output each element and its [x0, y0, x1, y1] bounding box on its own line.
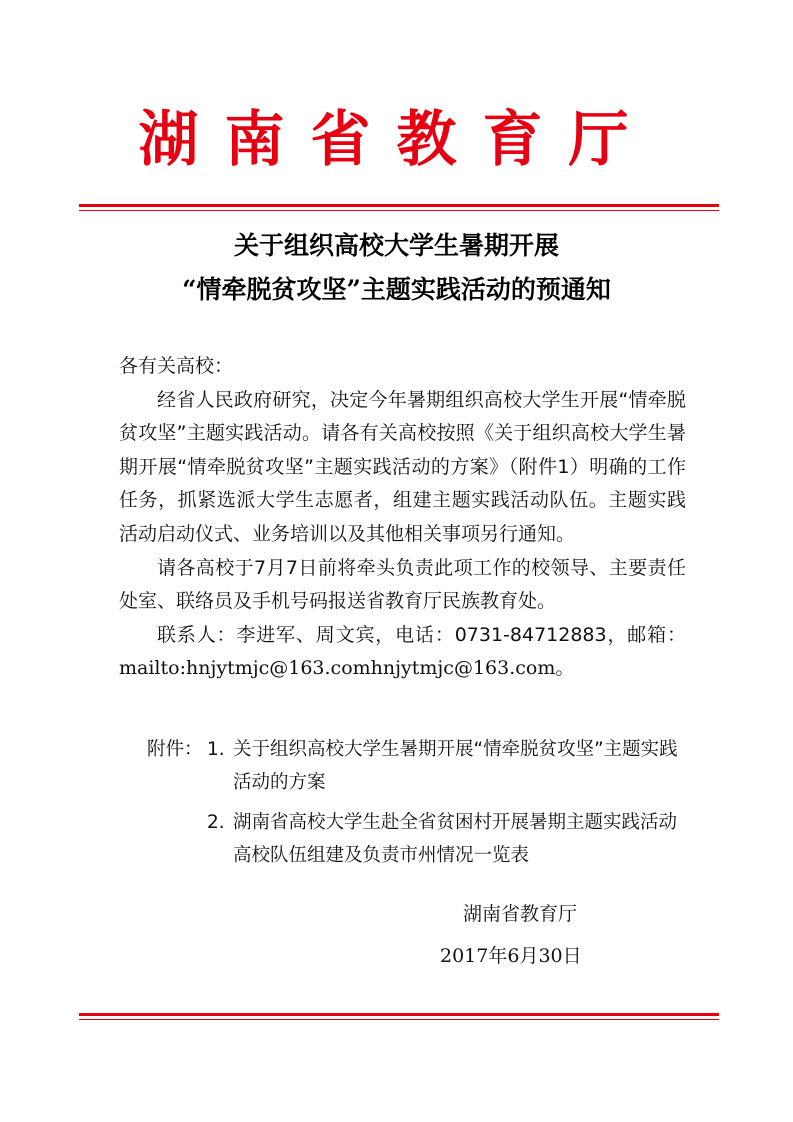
attachment-number: 2. — [207, 812, 225, 833]
signature-date: 2017年6月30日 — [440, 945, 582, 967]
attachment-item-1 — [147, 733, 707, 799]
attachment-title: 关于组织高校大学生暑期开展“情牵脱贫攻坚”主题实践活动的方案 — [233, 739, 678, 793]
masthead-title: 湖南省教育厅 — [138, 105, 655, 175]
signature-org: 湖南省教育厅 — [463, 903, 578, 925]
attachment-item-2 — [147, 806, 707, 872]
paragraph-1: 经省人民政府研究，决定今年暑期组织高校大学生开展“情牵脱贫攻坚”主题实践活动。请各有关高校按照《关于组织高校大学生暑期开展“情牵脱贫攻坚”主题实践活动的方案》（附件1）明确的工作任务，抓紧选派大学生志愿者，组建主题实践活动队伍。主题实践活动启动仪式、业务培训以及其他相关事项另行通知。 — [119, 388, 686, 545]
header-divider — [79, 204, 719, 211]
footer-divider — [79, 1013, 719, 1020]
document-title-line-2: “情牵脱贫攻坚”主题实践活动的预通知 — [182, 275, 611, 304]
paragraph-2: 请各高校于7月7日前将牵头负责此项工作的校领导、主要责任处室、联络员及手机号码报送省教育厅民族教育处。 — [119, 556, 686, 613]
attachments-label: 附件： — [147, 739, 203, 760]
attachments-block — [147, 733, 707, 872]
letter-body — [119, 350, 686, 686]
document-title-line-1: 关于组织高校大学生暑期开展 — [233, 231, 559, 260]
salutation: 各有关高校： — [119, 355, 234, 377]
attachment-number: 1. — [207, 739, 225, 760]
contact-text: 联系人：李进军、周文宾，电话：0731-84712883，邮箱： — [157, 623, 686, 646]
contact-paragraph — [119, 619, 686, 686]
contact-tail: 。 — [555, 657, 575, 680]
attachment-title: 湖南省高校大学生赴全省贫困村开展暑期主题实践活动高校队伍组建及负责市州情况一览表 — [233, 812, 678, 866]
email-link[interactable]: mailto:hnjytmjc@163.comhnjytmjc@163.com — [119, 657, 556, 680]
